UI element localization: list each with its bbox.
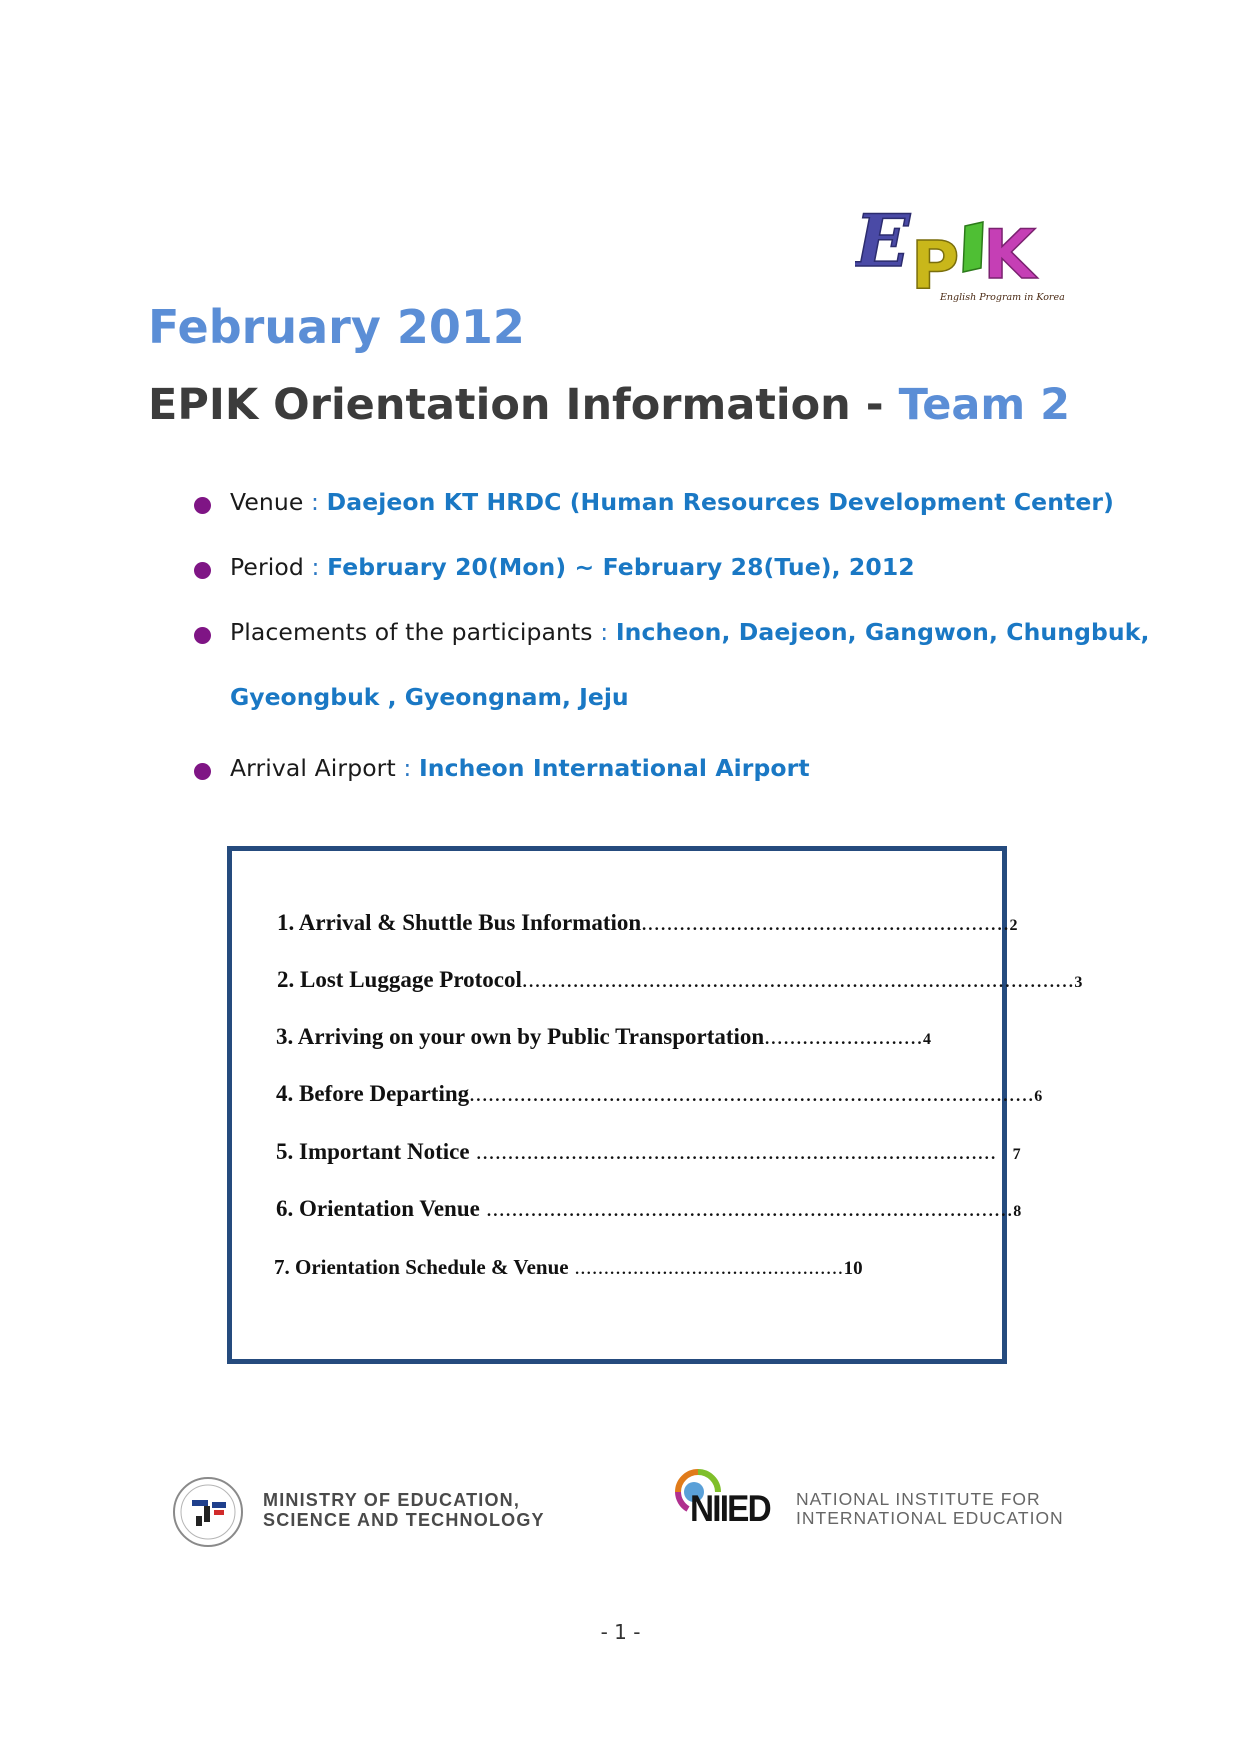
- detail-separator: :: [592, 618, 616, 646]
- toc-entry-title: 6. Orientation Venue: [276, 1196, 480, 1221]
- bullet-dot: [194, 627, 211, 644]
- toc-leader: ..............................................: [568, 1255, 844, 1279]
- page-number: - 1 -: [600, 1620, 641, 1644]
- detail-separator: :: [303, 553, 328, 581]
- toc-entry-title: 2. Lost Luggage Protocol: [277, 967, 522, 992]
- niied-logo: [668, 1462, 1068, 1542]
- detail-label: Period: [230, 553, 304, 581]
- ministry-seal-icon: [168, 1474, 254, 1550]
- toc-entry-title: 1. Arrival & Shuttle Bus Information: [277, 910, 642, 935]
- toc-leader: .........................................................................................: [469, 1081, 1035, 1106]
- detail-arrival-airport: [230, 754, 810, 782]
- toc-entry[interactable]: [276, 1139, 1021, 1165]
- ministry-name: [263, 1490, 545, 1530]
- toc-page-number: 7: [1012, 1146, 1021, 1163]
- toc-page-number: 6: [1034, 1088, 1043, 1105]
- epik-letter-k: K: [983, 216, 1036, 295]
- toc-leader: ...................................................................................: [479, 1196, 1014, 1221]
- bullet-dot: [194, 562, 211, 579]
- toc-leader: .......................................................................................: [521, 967, 1075, 992]
- bullet-dot: [194, 497, 211, 514]
- niied-name-line2: INTERNATIONAL EDUCATION: [796, 1508, 1064, 1528]
- epik-logo-graphic: [855, 196, 1075, 306]
- niied-name-line1: NATIONAL INSTITUTE FOR: [796, 1489, 1041, 1509]
- detail-value: Daejeon KT HRDC (Human Resources Development Center): [326, 488, 1114, 516]
- detail-label: Venue: [230, 488, 304, 516]
- bullet-dot: [194, 763, 211, 780]
- epik-letter-p: P: [911, 227, 960, 304]
- detail-placements-continued: Gyeongbuk , Gyeongnam, Jeju: [230, 683, 629, 711]
- page-title-accent: Team 2: [898, 380, 1071, 430]
- toc-entry-title: 3. Arriving on your own by Public Transportation: [276, 1024, 765, 1049]
- toc-entry-title: 5. Important Notice: [276, 1139, 470, 1164]
- page-date-title: February 2012: [148, 300, 525, 354]
- niied-full-name: [796, 1490, 1064, 1528]
- detail-value: February 20(Mon) ~ February 28(Tue), 2012: [327, 553, 915, 581]
- epik-logo: [855, 196, 1075, 306]
- toc-entry[interactable]: [274, 1255, 863, 1280]
- detail-label: Placements of the participants: [230, 618, 593, 646]
- detail-value: Incheon International Airport: [418, 754, 810, 782]
- toc-page-number: 3: [1074, 974, 1083, 991]
- epik-tagline: English Program in Korea: [940, 292, 1065, 303]
- toc-leader: .........................: [764, 1024, 923, 1049]
- toc-leader: ..................................................................................: [469, 1139, 997, 1164]
- toc-entry[interactable]: [276, 1081, 1042, 1107]
- toc-page-number: 8: [1013, 1203, 1022, 1220]
- toc-page-number: 10: [843, 1258, 863, 1279]
- detail-placements: [230, 618, 1150, 646]
- toc-page-number: 4: [922, 1031, 931, 1048]
- toc-page-number: 2: [1009, 917, 1018, 934]
- epik-letter-e: E: [855, 198, 910, 283]
- niied-wordmark: NIIED: [690, 1488, 770, 1529]
- detail-separator: :: [303, 488, 327, 516]
- detail-label: Arrival Airport: [230, 754, 396, 782]
- toc-entry[interactable]: [277, 967, 1082, 993]
- detail-period: [230, 553, 915, 581]
- page-title-main: EPIK Orientation Information -: [148, 380, 899, 430]
- toc-entry-title: 7. Orientation Schedule & Venue: [274, 1255, 569, 1279]
- detail-venue: [230, 488, 1114, 516]
- toc-entry[interactable]: [277, 910, 1018, 936]
- toc-entry[interactable]: [276, 1024, 931, 1050]
- ministry-name-line1: MINISTRY OF EDUCATION,: [263, 1490, 521, 1510]
- detail-value: Incheon, Daejeon, Gangwon, Chungbuk,: [615, 618, 1150, 646]
- page-title: [148, 380, 1070, 430]
- toc-entry[interactable]: [276, 1196, 1021, 1222]
- ministry-name-line2: SCIENCE AND TECHNOLOGY: [263, 1510, 545, 1530]
- toc-leader: ..........................................................: [641, 910, 1010, 935]
- epik-letter-i: [963, 222, 983, 272]
- ministry-logo: [168, 1474, 568, 1550]
- toc-entry-title: 4. Before Departing: [276, 1081, 470, 1106]
- detail-separator: :: [395, 754, 419, 782]
